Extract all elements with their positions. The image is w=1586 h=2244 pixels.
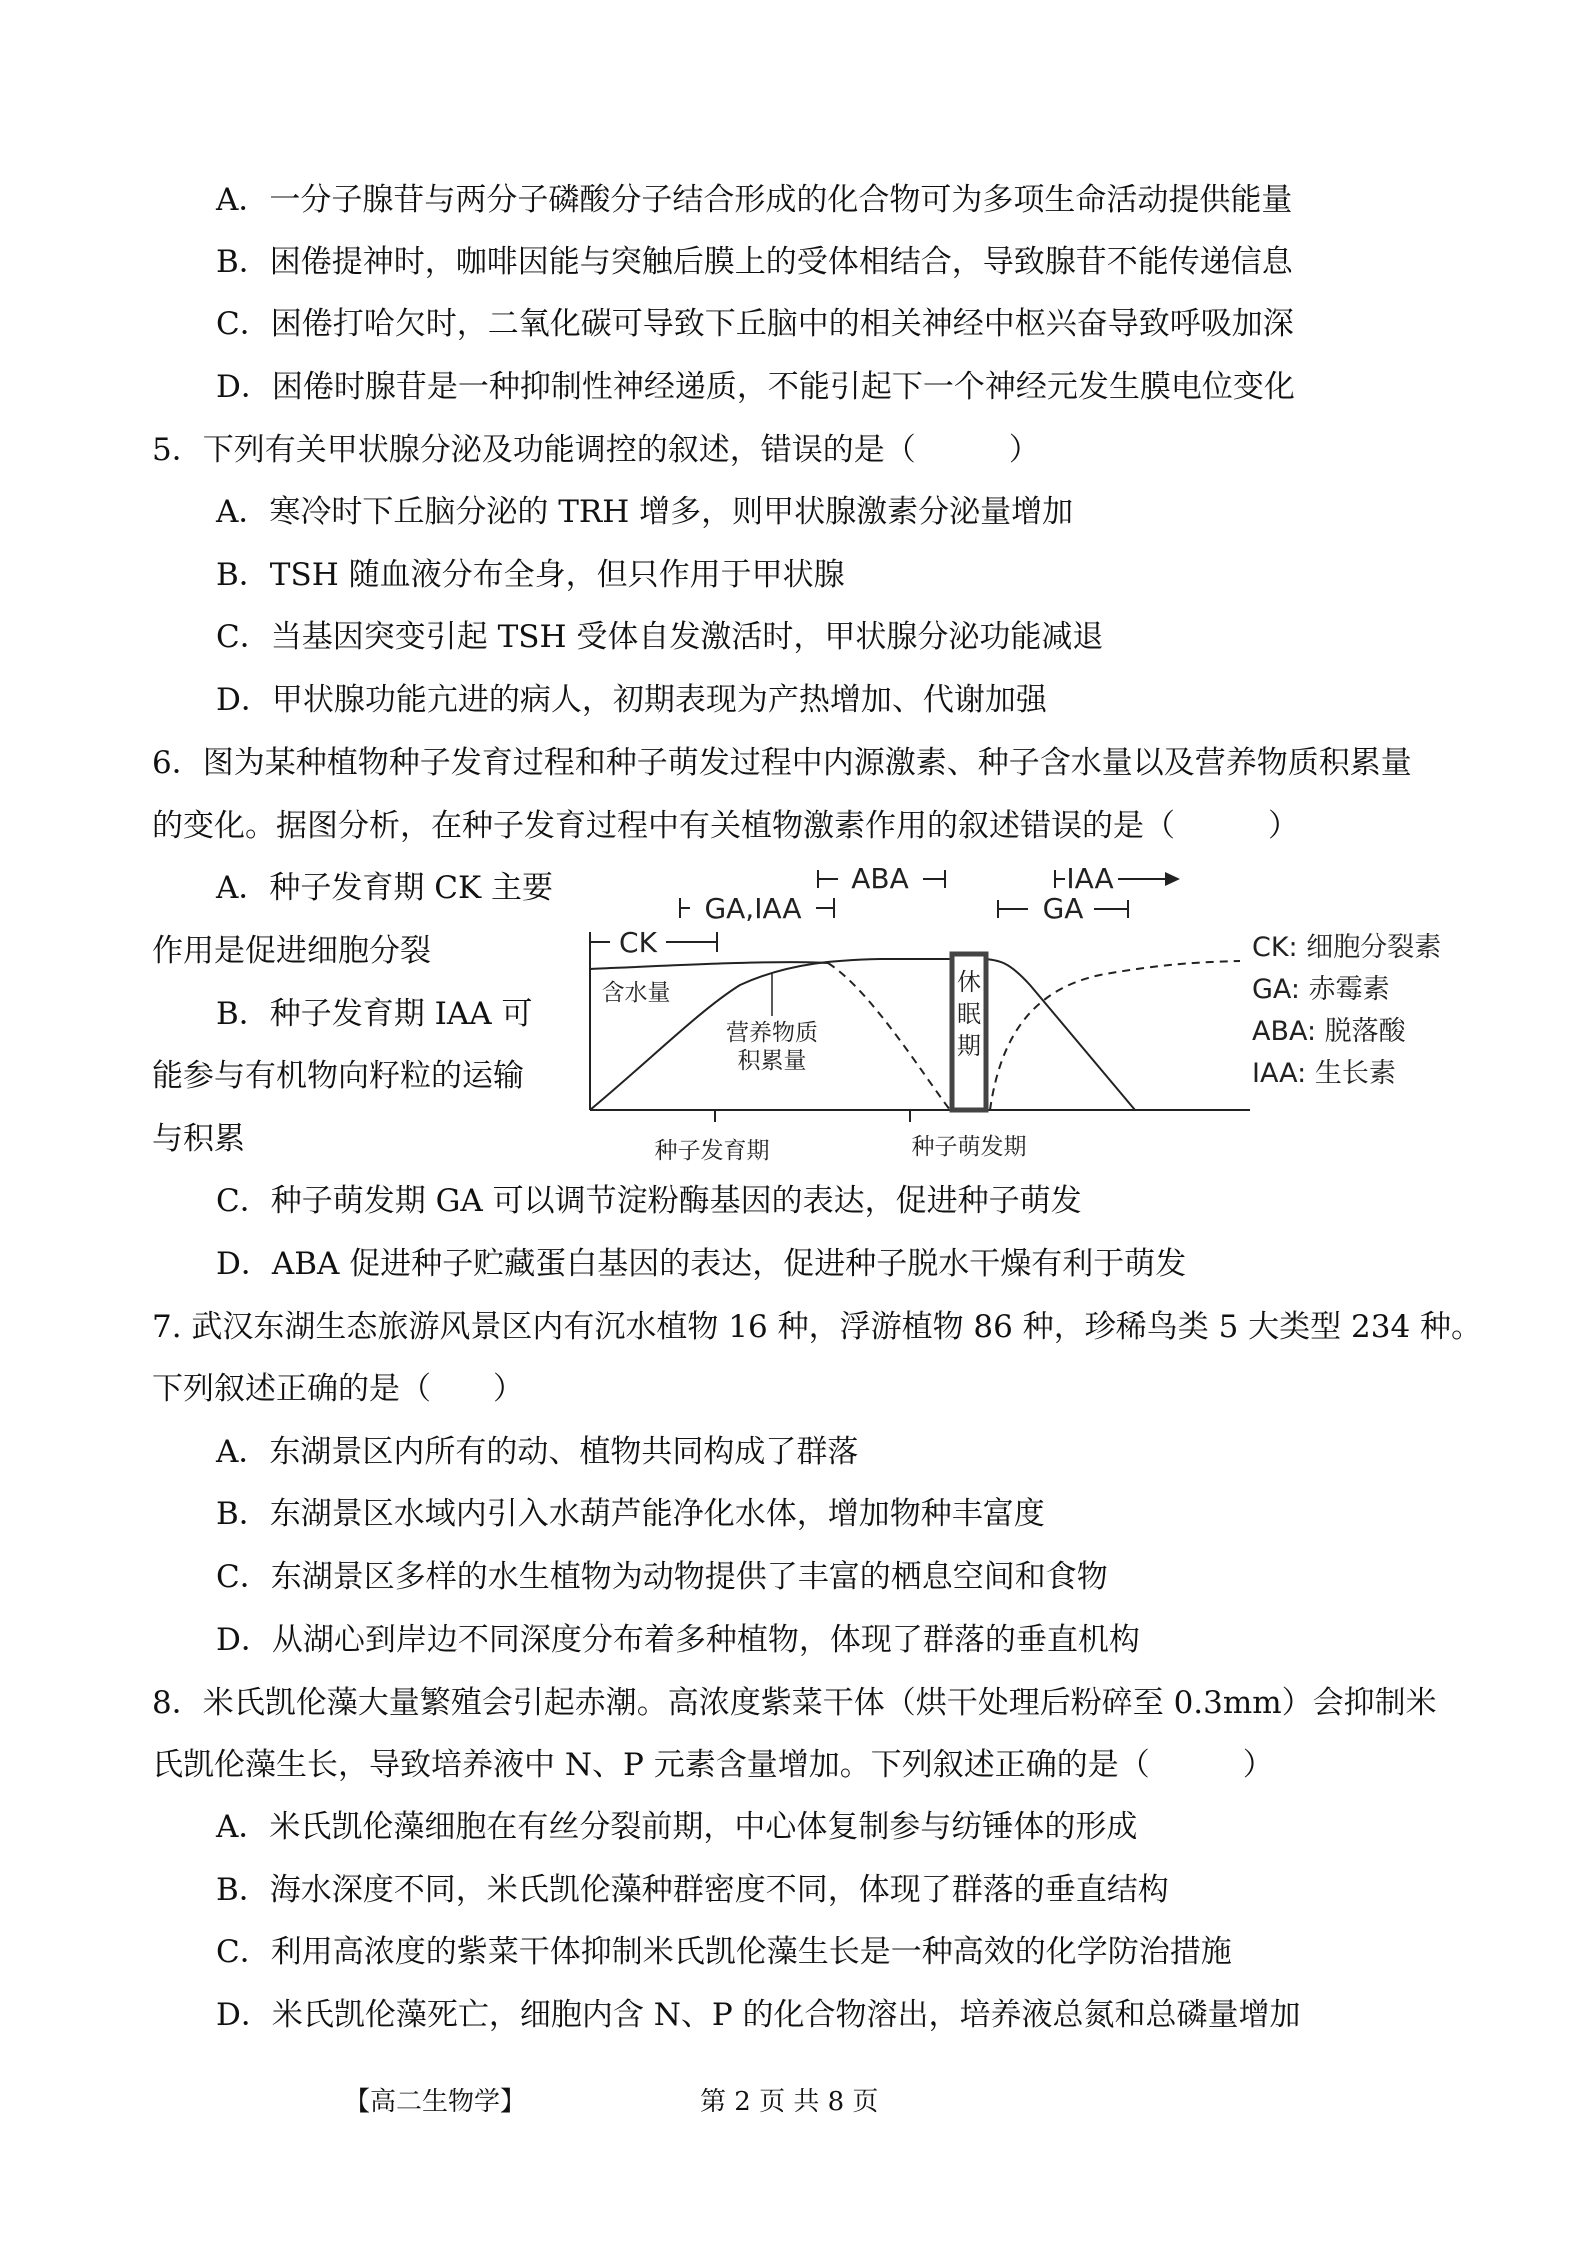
q7-option-b: B．东湖景区水域内引入水葫芦能净化水体，增加物种丰富度 (216, 1496, 1045, 1532)
q6-stem-line1: 6．图为某种植物种子发育过程和种子萌发过程中内源激素、种子含水量以及营养物质积累量 (152, 745, 1412, 781)
ga-iaa-label: GA,IAA (704, 892, 802, 925)
q8-option-a: A．米氏凯伦藻细胞在有丝分裂前期，中心体复制参与纺锤体的形成 (216, 1809, 1138, 1845)
q8-stem-line2: 氏凯伦藻生长，导致培养液中 N、P 元素含量增加。下列叙述正确的是（ ） (152, 1747, 1274, 1783)
q6-option-b-line3: 与积累 (152, 1121, 245, 1157)
q6-option-c: C．种子萌发期 GA 可以调节淀粉酶基因的表达，促进种子萌发 (216, 1183, 1082, 1219)
x-label-development: 种子发育期 (654, 1138, 770, 1164)
q7-option-d: D．从湖心到岸边不同深度分布着多种植物，体现了群落的垂直机构 (216, 1622, 1140, 1658)
nutrient-label-2: 积累量 (737, 1048, 807, 1074)
legend-iaa: IAA: 生长素 (1252, 1058, 1396, 1089)
legend-aba: ABA: 脱落酸 (1252, 1016, 1406, 1047)
hormone-diagram (580, 860, 1460, 1180)
q5-option-c: C．当基因突变引起 TSH 受体自发激活时，甲状腺分泌功能减退 (216, 619, 1104, 655)
nutrient-curve (590, 959, 1135, 1110)
q7-stem-line2: 下列叙述正确的是（ ） (152, 1371, 524, 1407)
q4-option-c: C．困倦打哈欠时，二氧化碳可导致下丘脑中的相关神经中枢兴奋导致呼吸加深 (216, 306, 1294, 342)
dormancy-char-3: 期 (957, 1032, 981, 1060)
x-label-germination: 种子萌发期 (911, 1134, 1027, 1160)
q6-option-d: D．ABA 促进种子贮藏蛋白基因的表达，促进种子脱水干燥有利于萌发 (216, 1246, 1187, 1282)
q4-option-d: D．困倦时腺苷是一种抑制性神经递质，不能引起下一个神经元发生膜电位变化 (216, 369, 1295, 405)
nutrient-label-1: 营养物质 (726, 1020, 818, 1046)
q5-option-a: A．寒冷时下丘脑分泌的 TRH 增多，则甲状腺激素分泌量增加 (216, 494, 1074, 530)
water-content-label: 含水量 (601, 980, 671, 1006)
ga-label: GA (1042, 892, 1084, 925)
legend-ck: CK: 细胞分裂素 (1252, 932, 1442, 963)
q6-option-a-line1: A．种子发育期 CK 主要 (216, 870, 553, 906)
q5-option-b: B．TSH 随血液分布全身，但只作用于甲状腺 (216, 557, 845, 593)
footer-page-number: 第 2 页 共 8 页 (700, 2087, 879, 2117)
q6-option-a-line2: 作用是促进细胞分裂 (152, 933, 431, 969)
q4-option-b: B．困倦提神时，咖啡因能与突触后膜上的受体相结合，导致腺苷不能传递信息 (216, 244, 1293, 280)
q7-stem-line1: 7. 武汉东湖生态旅游风景区内有沉水植物 16 种，浮游植物 86 种，珍稀鸟类 5 大类型 234 种。 (152, 1309, 1483, 1345)
q8-option-c: C．利用高浓度的紫菜干体抑制米氏凯伦藻生长是一种高效的化学防治措施 (216, 1934, 1232, 1970)
q6-option-b-line2: 能参与有机物向籽粒的运输 (152, 1058, 524, 1094)
iaa-label: IAA (1066, 862, 1114, 895)
dormancy-char-1: 休 (957, 968, 981, 996)
q4-option-a: A．一分子腺苷与两分子磷酸分子结合形成的化合物可为多项生命活动提供能量 (216, 182, 1293, 218)
footer-subject: 【高二生物学】 (344, 2087, 527, 2117)
ck-label: CK (619, 926, 657, 959)
q7-option-c: C．东湖景区多样的水生植物为动物提供了丰富的栖息空间和食物 (216, 1559, 1108, 1595)
dormancy-char-2: 眠 (957, 1000, 981, 1028)
water-curve-dashed-fall (828, 963, 950, 1110)
q8-option-d: D．米氏凯伦藻死亡，细胞内含 N、P 的化合物溶出，培养液总氮和总磷量增加 (216, 1997, 1301, 2033)
aba-label: ABA (851, 862, 909, 895)
q8-stem-line1: 8．米氏凯伦藻大量繁殖会引起赤潮。高浓度紫菜干体（烘干处理后粉碎至 0.3mm）会抑制米 (152, 1685, 1437, 1721)
q7-option-a: A．东湖景区内所有的动、植物共同构成了群落 (216, 1434, 859, 1470)
legend-ga: GA: 赤霉素 (1252, 974, 1390, 1005)
q6-stem-line2: 的变化。据图分析，在种子发育过程中有关植物激素作用的叙述错误的是（ ） (152, 808, 1299, 844)
q5-stem: 5．下列有关甲状腺分泌及功能调控的叙述，错误的是（ ） (152, 432, 1040, 468)
q5-option-d: D．甲状腺功能亢进的病人，初期表现为产热增加、代谢加强 (216, 682, 1047, 718)
q6-option-b-line1: B．种子发育期 IAA 可 (216, 996, 533, 1032)
q8-option-b: B．海水深度不同，米氏凯伦藻种群密度不同，体现了群落的垂直结构 (216, 1872, 1169, 1908)
